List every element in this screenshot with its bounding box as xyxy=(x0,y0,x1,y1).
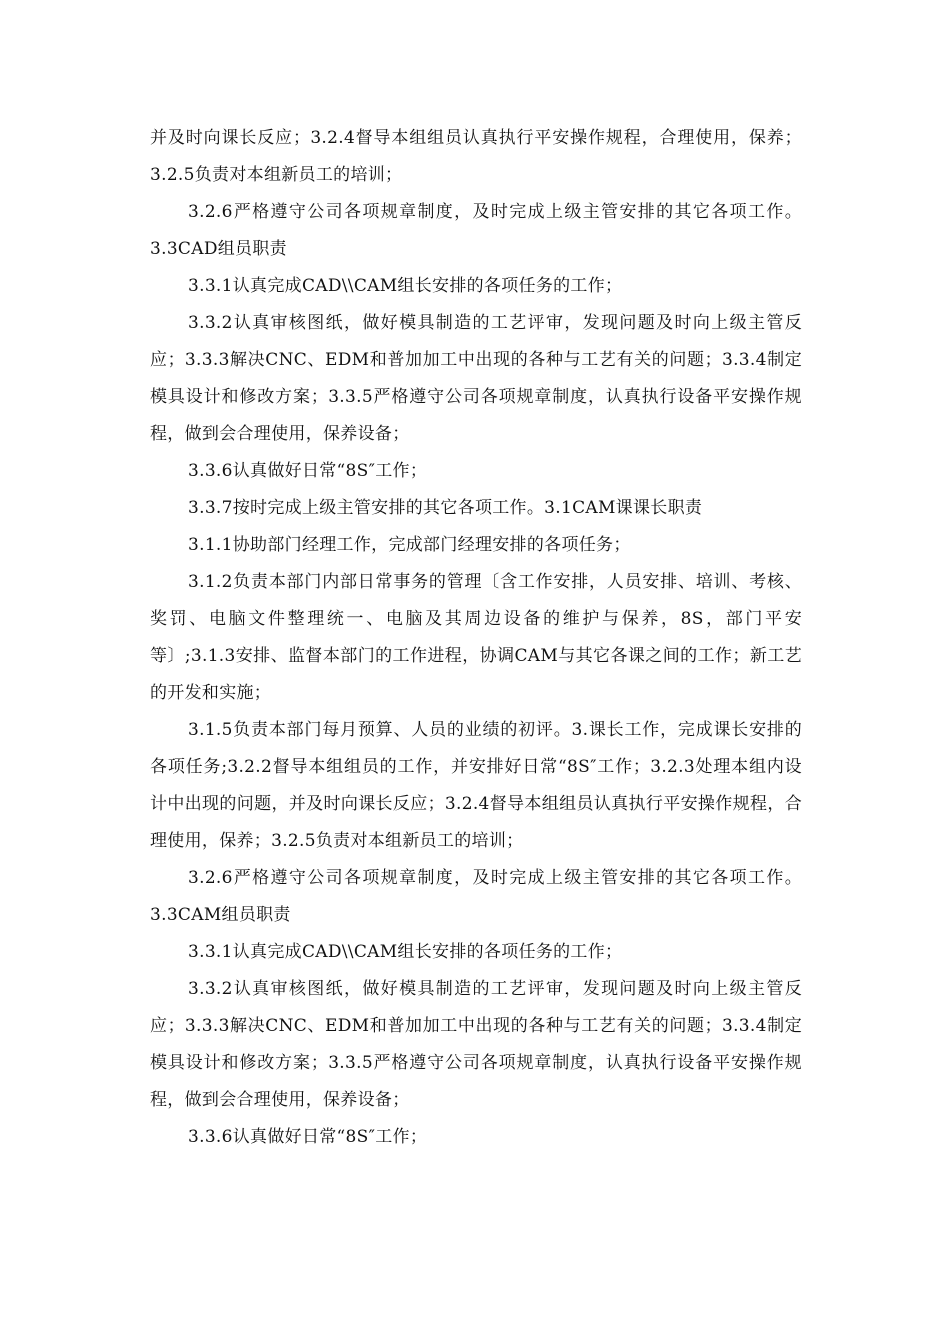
document-body xyxy=(150,120,802,1156)
paragraph-8: 3.1.2负责本部门内部日常事务的管理〔含工作安排，人员安排、培训、考核、奖罚、电脑文件整理统一、电脑及其周边设备的维护与保养，8S，部门平安等〕;3.1.3安排、监督本部门的工作进程，协调CAM与其它各课之间的工作；新工艺的开发和实施； xyxy=(150,572,802,703)
paragraph-5: 3.3.6认真做好日常“8S″工作； xyxy=(188,461,428,481)
paragraph-7: 3.1.1协助部门经理工作，完成部门经理安排的各项任务； xyxy=(188,535,631,555)
paragraph-1: 并及时向课长反应；3.2.4督导本组组员认真执行平安操作规程，合理使用，保养；3.2.5负责对本组新员工的培训； xyxy=(150,128,802,185)
paragraph-9: 3.1.5负责本部门每月预算、人员的业绩的初评。3.课长工作，完成课长安排的各项任务;3.2.2督导本组组员的工作，并安排好日常“8S″工作；3.2.3处理本组内设计中出现的问题，并及时向课长反应；3.2.4督导本组组员认真执行平安操作规程，合理使用，保养；3.2.5负责对本组新员工的培训； xyxy=(150,720,802,851)
paragraph-11: 3.3.1认真完成CAD\\CAM组长安排的各项任务的工作； xyxy=(188,942,623,962)
paragraph-13: 3.3.6认真做好日常“8S″工作； xyxy=(188,1127,428,1147)
paragraph-3: 3.3.1认真完成CAD\\CAM组长安排的各项任务的工作； xyxy=(188,276,623,296)
paragraph-6: 3.3.7按时完成上级主管安排的其它各项工作。3.1CAM课课长职责 xyxy=(188,498,703,518)
paragraph-4: 3.3.2认真审核图纸，做好模具制造的工艺评审，发现问题及时向上级主管反应；3.3.3解决CNC、EDM和普加加工中出现的各种与工艺有关的问题；3.3.4制定模具设计和修改方案；3.3.5严格遵守公司各项规章制度，认真执行设备平安操作规程，做到会合理使用，保养设备； xyxy=(150,313,802,444)
paragraph-12: 3.3.2认真审核图纸，做好模具制造的工艺评审，发现问题及时向上级主管反应；3.3.3解决CNC、EDM和普加加工中出现的各种与工艺有关的问题；3.3.4制定模具设计和修改方案；3.3.5严格遵守公司各项规章制度，认真执行设备平安操作规程，做到会合理使用，保养设备； xyxy=(150,979,802,1110)
paragraph-2: 3.2.6严格遵守公司各项规章制度，及时完成上级主管安排的其它各项工作。3.3CAD组员职责 xyxy=(150,202,802,259)
paragraph-10: 3.2.6严格遵守公司各项规章制度，及时完成上级主管安排的其它各项工作。3.3CAM组员职责 xyxy=(150,868,802,925)
